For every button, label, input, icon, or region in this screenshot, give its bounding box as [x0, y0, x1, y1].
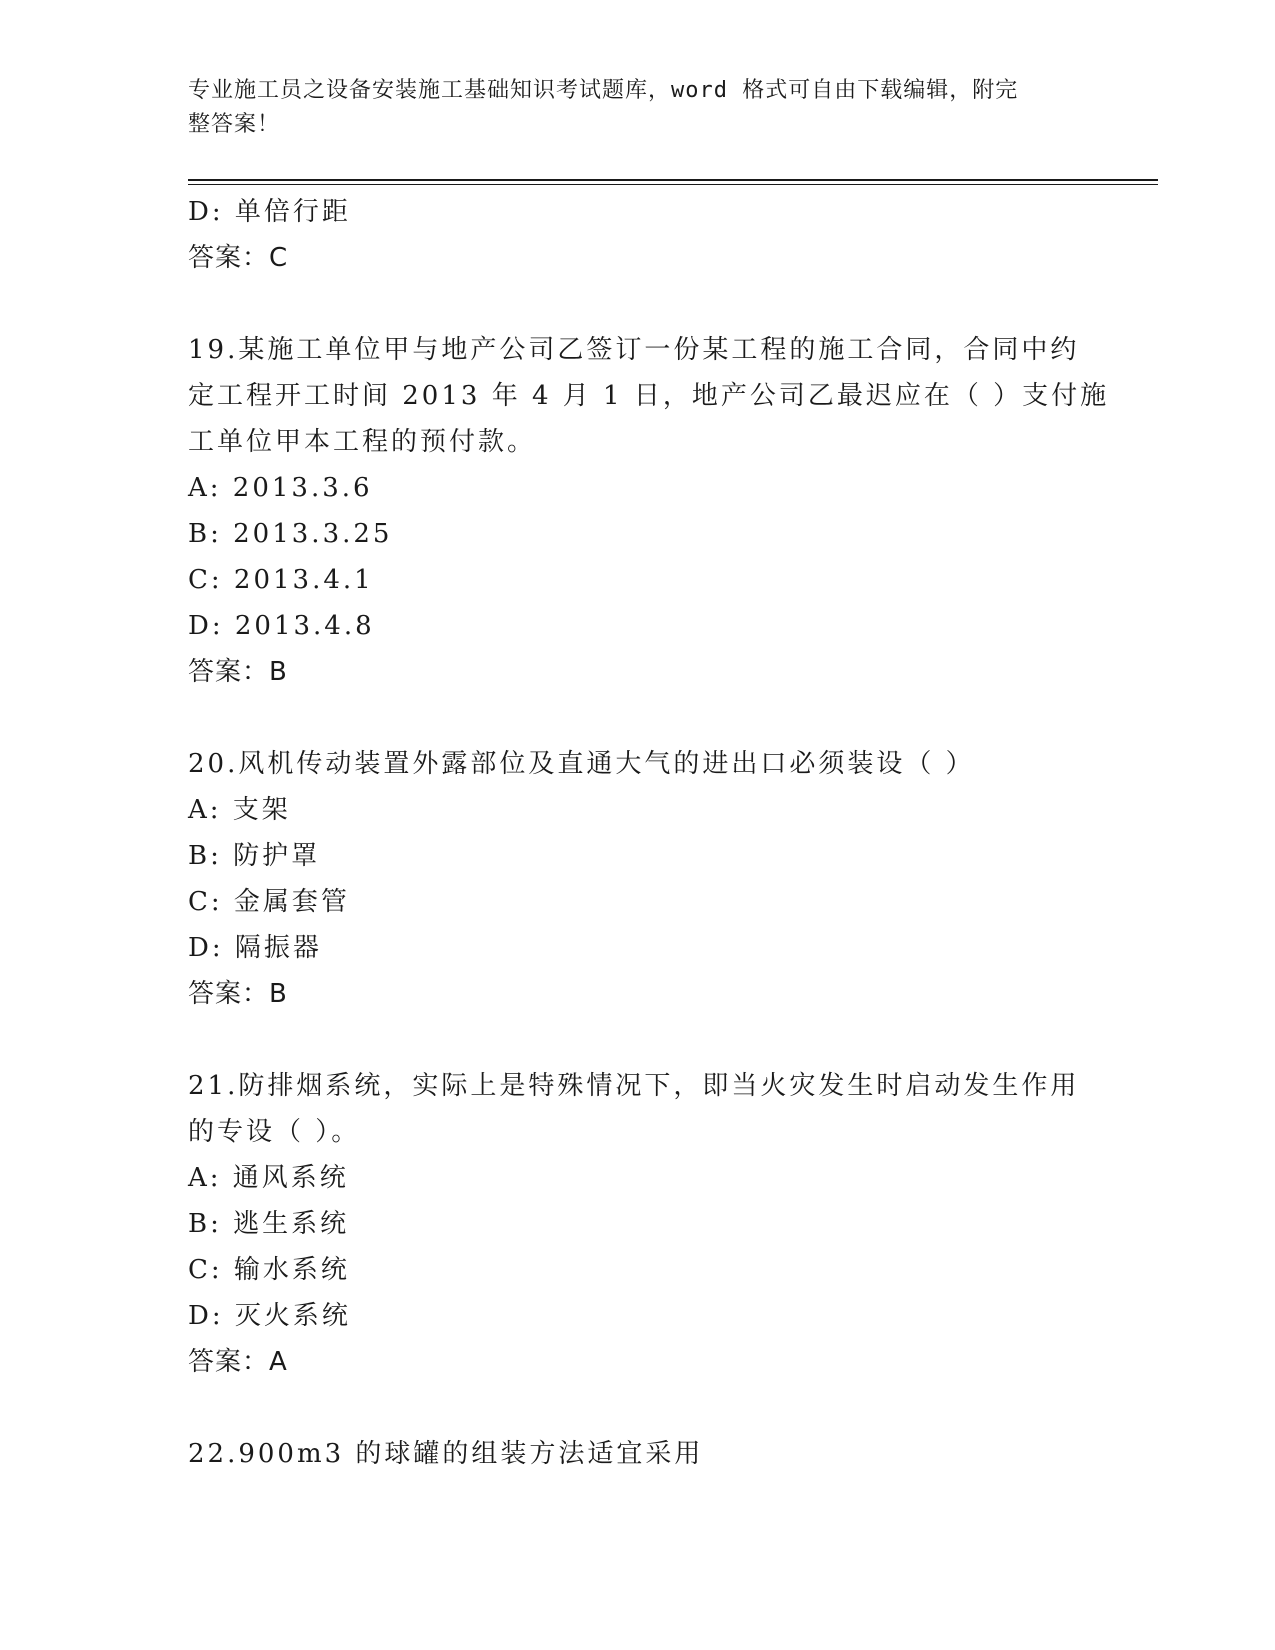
- option-a: A: 通风系统: [188, 1163, 349, 1193]
- question-stem: 22.900m3 的球罐的组装方法适宜采用: [188, 1439, 704, 1469]
- question-20: [188, 741, 1088, 1017]
- option-d: D: 隔振器: [188, 933, 322, 963]
- question-stem: 19.某施工单位甲与地产公司乙签订一份某工程的施工合同，合同中约: [188, 335, 1080, 365]
- header-line-2: 整答案！: [188, 112, 281, 137]
- header-divider-thick: [188, 179, 1158, 181]
- question-stem: 20.风机传动装置外露部位及直通大气的进出口必须装设（ ）: [188, 749, 975, 779]
- previous-question-tail: [188, 189, 1088, 281]
- option-d: D: 单倍行距: [188, 197, 351, 227]
- option-b: B: 逃生系统: [188, 1209, 350, 1239]
- option-d: D: 2013.4.8: [188, 611, 375, 641]
- question-stem: 的专设（ ）。: [188, 1117, 361, 1147]
- answer-line: 答案：C: [188, 243, 289, 273]
- question-stem: 21.防排烟系统，实际上是特殊情况下，即当火灾发生时启动发生作用: [188, 1071, 1080, 1101]
- option-b: B: 防护罩: [188, 841, 321, 871]
- answer-line: 答案：B: [188, 657, 288, 687]
- question-22: [188, 1431, 1088, 1477]
- question-19: [188, 327, 1110, 695]
- option-a: A: 2013.3.6: [188, 473, 373, 503]
- question-list: [188, 189, 1110, 1477]
- question-stem: 工单位甲本工程的预付款。: [188, 427, 537, 457]
- document-header: [188, 74, 1088, 142]
- header-divider-thin: [188, 184, 1158, 185]
- option-d: D: 灭火系统: [188, 1301, 351, 1331]
- question-stem: 定工程开工时间 2013 年 4 月 1 日，地产公司乙最迟应在（ ）支付施: [188, 381, 1110, 411]
- answer-line: 答案：B: [188, 979, 288, 1009]
- option-c: C: 金属套管: [188, 887, 350, 917]
- option-a: A: 支架: [188, 795, 291, 825]
- header-line-1: 专业施工员之设备安装施工基础知识考试题库，word 格式可自由下载编辑，附完: [188, 78, 1019, 103]
- option-b: B: 2013.3.25: [188, 519, 393, 549]
- answer-line: 答案：A: [188, 1347, 288, 1377]
- option-c: C: 2013.4.1: [188, 565, 374, 595]
- option-c: C: 输水系统: [188, 1255, 350, 1285]
- question-21: [188, 1063, 1088, 1385]
